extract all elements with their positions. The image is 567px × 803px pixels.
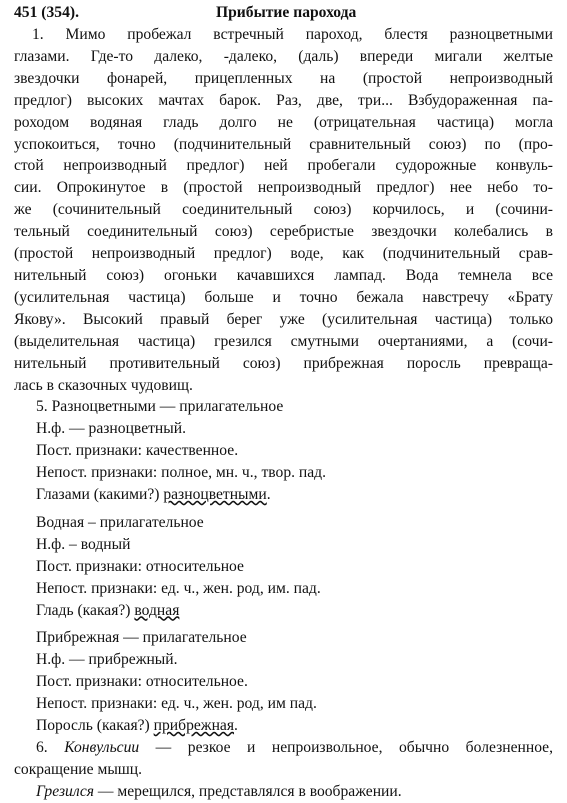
analysis-question: [14, 484, 553, 506]
analysis-line: Н.ф. — разноцветный.: [36, 420, 186, 438]
text-line: (простой непроизводный предлог) воде, как (подчинительный срав-: [14, 245, 553, 263]
text-line: тельный соединительный союз) серебристые звездочки колебались в: [14, 223, 553, 241]
analysis-line: Непост. признаки: ед. ч., жен. род, им. пад.: [36, 579, 321, 597]
text-line: сии. Опрокинутое в (простой непроизводный предлог) нее небо то-: [14, 179, 553, 197]
analysis-line: Пост. признаки: относительное.: [36, 673, 248, 691]
definition-term: Грезился: [36, 782, 94, 800]
text-line: предлог) высоких мачтах барок. Раз, две, три... Взбудораженная па-: [14, 91, 553, 109]
underlined-word: разноцветными: [163, 486, 267, 504]
main-text-paragraph: [14, 24, 553, 396]
definition-text: — резкое и непроизвольное, обычно болезненное,: [139, 739, 554, 756]
definition-line: [14, 737, 553, 759]
text-line: Якову». Высокий правый берег уже (усилительная частица) только: [14, 310, 553, 328]
exercise-title: Прибытие парохода: [216, 4, 357, 21]
text-line: роходом водяная гладь долго не (отрицательная частица) могла: [14, 113, 553, 131]
text-line: стой непроизводный предлог) ней пробегали судорожные конвуль-: [14, 157, 553, 175]
definition-number: 6.: [36, 739, 65, 756]
text-line: (выделительная частица) грезился смутными очертаниями, а (сочи-: [14, 332, 553, 350]
analysis-heading: Прибрежная — прилагательное: [36, 629, 247, 647]
analysis-line: Пост. признаки: относительное: [36, 557, 244, 575]
underlined-word: водная: [134, 601, 180, 619]
text-line: глазами. Где-то далеко, -далеко, (даль) впереди мигали желтые: [14, 47, 553, 65]
question-text: Гладь (какая?): [36, 601, 135, 619]
analysis-block-1: [14, 396, 553, 506]
analysis-question: [14, 600, 553, 622]
text-line: 1. Мимо пробежал встречный пароход, блестя разноцветными: [32, 26, 553, 43]
analysis-heading: Водная – прилагательное: [36, 513, 204, 531]
text-line: лась в сказочных чудовищ.: [14, 376, 193, 394]
analysis-question: [14, 715, 553, 737]
text-line: звездочки фонарей, прицепленных на (простой непроизводный: [14, 69, 553, 87]
exercise-header: [14, 2, 553, 24]
question-text: Глазами (какими?): [36, 486, 164, 504]
question-suffix: .: [234, 717, 238, 735]
underlined-word: прибрежная: [153, 717, 235, 735]
analysis-line: Н.ф. – водный: [36, 535, 131, 553]
analysis-line: Н.ф. — прибрежный.: [36, 651, 178, 669]
analysis-block-3: [14, 627, 553, 737]
text-line: же (сочинительный соединительный союз) корчилось, и (сочини-: [14, 201, 553, 219]
definition-line: [14, 781, 553, 803]
analysis-line: Непост. признаки: полное, мн. ч., твор. пад.: [36, 464, 327, 482]
question-suffix: .: [266, 486, 271, 504]
analysis-heading: 5. Разноцветными — прилагательное: [36, 398, 284, 416]
definition-text: — мерещился, представлялся в воображении.: [94, 782, 402, 800]
definition-term: Конвульсии: [64, 739, 140, 756]
exercise-number: 451 (354).: [14, 4, 79, 21]
analysis-line: Непост. признаки: ед. ч., жен. род, им пад.: [36, 695, 317, 713]
question-text: Поросль (какая?): [36, 717, 154, 735]
analysis-block-2: [14, 512, 553, 622]
definition-line: сокращение мышц.: [14, 760, 143, 778]
analysis-line: Пост. признаки: качественное.: [36, 442, 239, 460]
text-line: успокоиться, точно (подчинительный сравнительный союз) по (про-: [14, 135, 553, 153]
text-line: (усилительная частица) больше и точно бежала навстречу «Брату: [14, 288, 553, 306]
text-line: нительный противительный союз) прибрежная поросль превраща-: [14, 354, 553, 372]
text-line: нительный союз) огоньки качавшихся лампад. Вода темнела все: [14, 266, 553, 284]
